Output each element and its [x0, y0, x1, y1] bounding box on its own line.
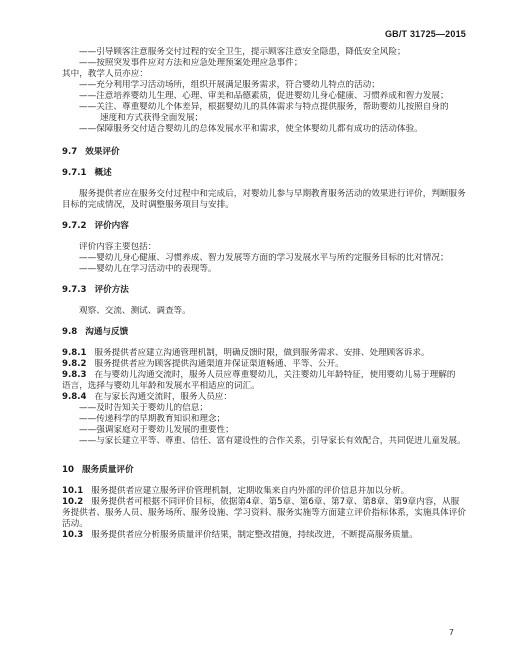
list-item: ——按照突发事件应对方法和应急处理预案处理应急事件；: [79, 58, 303, 68]
clause-text: 服务提供者可根据不同评价目标，依据第4章、第5章、第6章、第7章、第8章、第9章内容，从服务提供者、服务人员、服务场所、服务设施、学习资料、服务实施等方面建立评价指标体系，实施具体评价活动。: [62, 497, 466, 529]
list-item: ——关注、尊重婴幼儿个体差异，根据婴幼儿的具体需求与特点提供服务，帮助婴幼儿按照自身的: [79, 102, 449, 112]
text-line: 其中，教学人员亦应：: [62, 69, 148, 79]
list-item-continuation: 速度和方式获得全面发展；: [100, 113, 204, 123]
section-title: 概述: [94, 168, 112, 178]
clause-text: 服务提供者应建立沟通管理机制，明确反馈时限，做到服务需求、安排、处理顾客诉求。: [94, 348, 430, 358]
numbered-clause: [62, 392, 466, 403]
list-item: ——引导顾客注意服务交付过程的安全卫生，提示顾客注意安全隐患，降低安全风险；: [79, 47, 406, 57]
clause-number: 10.1: [62, 486, 84, 496]
section-title: 效果评价: [85, 147, 120, 157]
spacer: [62, 179, 466, 189]
list-item: ——充分利用学习活动场所，组织开展满足服务需求，符合婴幼儿特点的活动；: [79, 80, 380, 90]
list-item: ——注意培养婴幼儿生理、心理、审美和品德素质，促进婴幼儿身心健康、习惯养成和智力发展；: [79, 91, 449, 101]
numbered-clause: [62, 348, 466, 359]
section-title: 沟通与反馈: [85, 327, 129, 337]
spacer: [62, 158, 466, 168]
list-item: ——婴幼儿在学习活动中的表现等。: [79, 264, 217, 274]
list-item: ——强调家庭对于婴幼儿发展的重要性；: [79, 425, 234, 435]
clause-number: 10.2: [62, 497, 84, 507]
spacer: [62, 275, 466, 285]
clause-text: 服务提供者应为顾客提供沟通渠道并保证渠道畅通、平等、公开。: [94, 359, 344, 369]
page-number: 7: [448, 628, 454, 637]
spacer: [62, 338, 466, 348]
clause-text: 在与家长沟通交流时，服务人员应：: [94, 392, 232, 402]
section-heading: [62, 465, 466, 476]
clause-text: 服务提供者应分析服务质量评价结果，制定整改措施，持续改进，不断提高服务质量。: [91, 530, 418, 540]
spacer: [62, 476, 466, 486]
section-number: 9.8: [62, 327, 78, 337]
text-line: 语言，选择与婴幼儿年龄和发展水平相适应的词汇。: [62, 381, 260, 391]
numbered-clause: [62, 530, 466, 541]
text-line: 评价内容主要包括：: [79, 242, 157, 252]
paragraph: 服务提供者应在服务交付过程中和完成后，对婴幼儿参与早期教育服务活动的效果进行评价，判断服务目标的完成情况，及时调整服务项目与安排。: [62, 189, 466, 210]
section-title: 服务质量评价: [81, 465, 134, 475]
document-body: [62, 47, 466, 541]
section-heading: [62, 168, 466, 179]
spacer: [62, 211, 466, 221]
numbered-clause: [62, 359, 466, 370]
list-item: ——传递科学的早期教育知识和理念；: [79, 414, 226, 424]
clause-number: 9.8.4: [62, 392, 87, 402]
clause-number: 9.8.2: [62, 359, 87, 369]
numbered-clause: [62, 497, 466, 530]
section-title: 评价方法: [94, 285, 129, 295]
clause-number: 10.3: [62, 530, 84, 540]
list-item: ——婴幼儿身心健康、习惯养成、智力发展等方面的学习发展水平与所约定服务目标的比对情况；: [79, 253, 449, 263]
section-heading: [62, 327, 466, 338]
spacer: [62, 135, 466, 147]
standard-number: GB/T 31725—2015: [384, 29, 466, 39]
spacer: [62, 447, 466, 465]
section-number: 10: [62, 465, 74, 475]
section-heading: [62, 147, 466, 158]
spacer: [62, 296, 466, 306]
list-item: ——与家长建立平等、尊重、信任、富有建设性的合作关系，引导家长有效配合，共同促进儿童发展。: [79, 436, 466, 446]
clause-number: 9.8.1: [62, 348, 87, 358]
spacer: [62, 317, 466, 327]
clause-number: 9.8.3: [62, 370, 87, 380]
section-number: 9.7.1: [62, 168, 87, 178]
spacer: [62, 232, 466, 242]
section-number: 9.7: [62, 147, 78, 157]
text-line: 观察、交流、测试、调查等。: [79, 306, 191, 316]
section-heading: [62, 285, 466, 296]
list-item: ——保障服务交付适合婴幼儿的总体发展水平和需求，使全体婴幼儿都有成功的活动体验。: [79, 124, 423, 134]
section-number: 9.7.2: [62, 221, 87, 231]
clause-text: 在与婴幼儿沟通交流时，服务人员应尊重婴幼儿，关注婴幼儿年龄特征，使用婴幼儿易于理解的: [94, 370, 456, 380]
clause-text: 服务提供者应建立服务评价管理机制，定期收集来自内外部的评价信息并加以分析。: [91, 486, 410, 496]
section-title: 评价内容: [94, 221, 129, 231]
numbered-clause: [62, 370, 466, 381]
section-number: 9.7.3: [62, 285, 87, 295]
list-item: ——及时告知关于婴幼儿的信息；: [79, 403, 208, 413]
section-heading: [62, 221, 466, 232]
numbered-clause: [62, 486, 466, 497]
